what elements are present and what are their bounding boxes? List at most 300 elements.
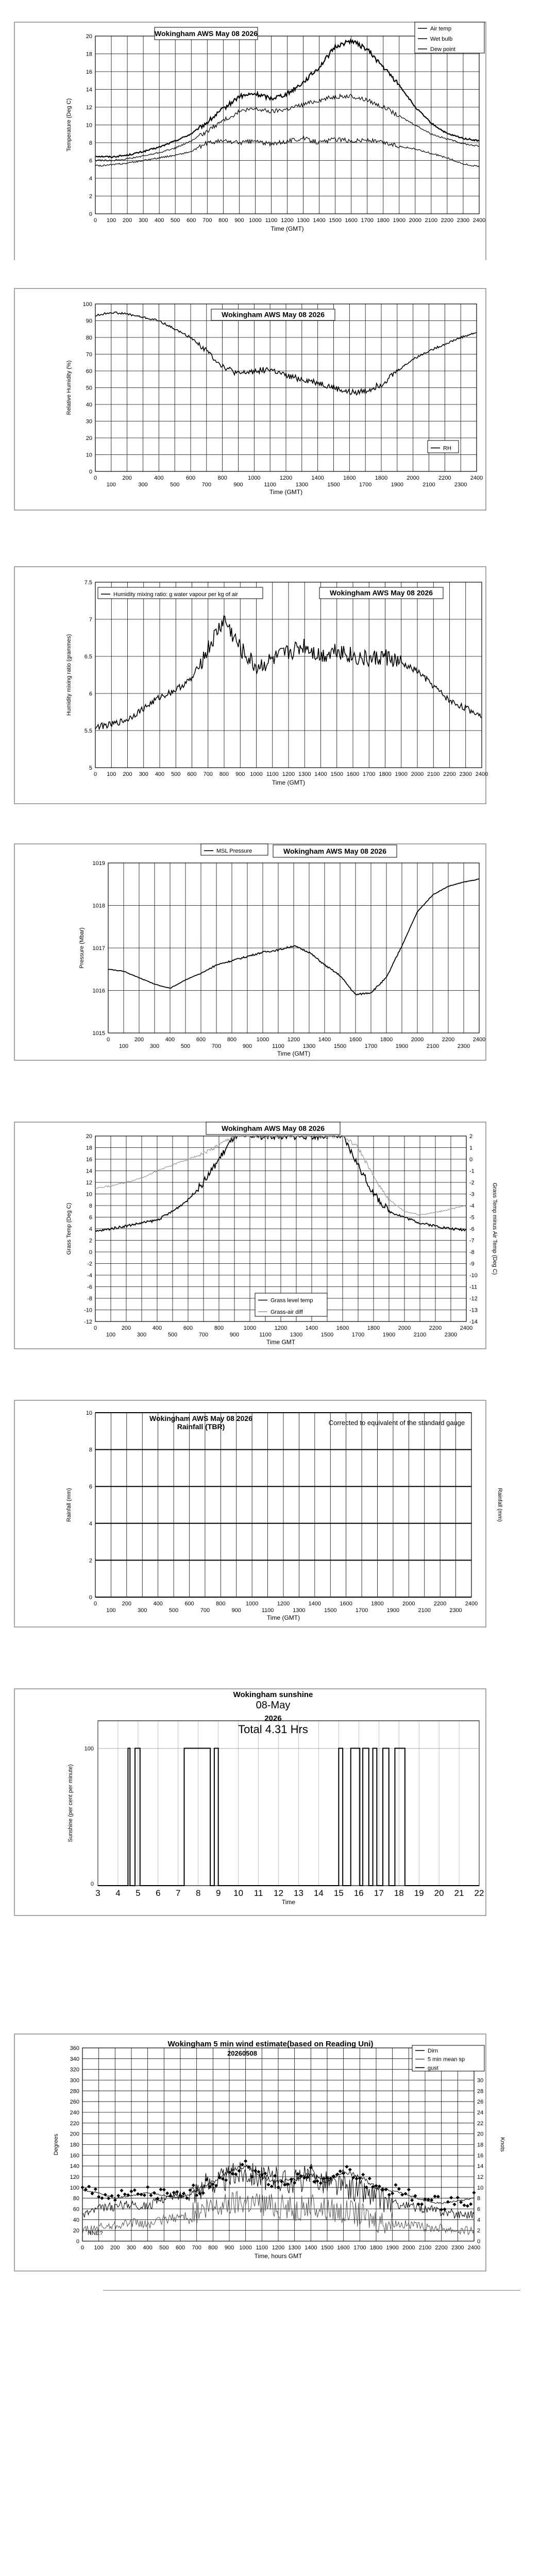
x-tick-label: 500 xyxy=(167,1332,178,1338)
chart-title: Wokingham AWS May 08 2026 xyxy=(222,310,325,319)
x-tick-label: 1900 xyxy=(395,1043,409,1049)
y-tick-label: 50 xyxy=(86,385,92,392)
y2-axis-label: Grass Temp minus Air Temp (Deg C) xyxy=(492,1182,498,1275)
x-tick-label: 2400 xyxy=(467,2245,481,2251)
sunshine-total: Total 4.31 Hrs xyxy=(238,1723,308,1736)
x-tick-label: 1400 xyxy=(313,217,326,224)
y-tick-label: 0 xyxy=(89,1595,92,1601)
x-tick-label: 9 xyxy=(215,1888,221,1898)
x-tick-label: 7 xyxy=(176,1888,181,1898)
x-tick-label: 2200 xyxy=(433,1601,447,1607)
y2-tick-label: -11 xyxy=(469,1284,478,1291)
y-tick-label: 18 xyxy=(86,1145,92,1151)
y2-tick-label: 10 xyxy=(477,2184,484,2191)
x-tick-label: 500 xyxy=(170,482,180,488)
x-tick-label: 5 xyxy=(136,1888,141,1898)
x-tick-label: 1600 xyxy=(346,771,360,777)
pressure-chart xyxy=(0,835,541,1066)
x-tick-label: 500 xyxy=(171,217,180,224)
y2-axis-label: Rainfall (mm) xyxy=(497,1488,503,1522)
x-tick-label: 1800 xyxy=(367,1325,380,1331)
humidity-chart-panel xyxy=(0,281,541,513)
y-tick-label: 10 xyxy=(86,1191,92,1198)
x-tick-label: 400 xyxy=(155,771,165,777)
x-tick-label: 13 xyxy=(294,1888,303,1898)
y2-tick-label: -9 xyxy=(469,1261,475,1267)
y-tick-label: 7 xyxy=(89,617,92,623)
x-tick-label: 1200 xyxy=(281,217,294,224)
x-tick-label: 1100 xyxy=(272,1043,284,1049)
x-tick-label: 8 xyxy=(196,1888,201,1898)
x-tick-label: 300 xyxy=(137,1332,147,1338)
x-tick-label: 1500 xyxy=(329,217,342,224)
x-tick-label: 500 xyxy=(168,1607,179,1614)
x-tick-label: 900 xyxy=(242,1043,252,1049)
chart-subtitle: Rainfall (TBR) xyxy=(177,1422,225,1431)
y2-tick-label: 22 xyxy=(477,2120,484,2127)
y-tick-label: 320 xyxy=(70,2066,79,2073)
x-tick-label: 1200 xyxy=(282,771,295,777)
x-tick-label: 900 xyxy=(231,1607,241,1614)
x-tick-label: 1800 xyxy=(380,1037,393,1043)
x-tick-label: 400 xyxy=(152,1325,162,1331)
legend-label: Air temp xyxy=(430,26,451,32)
x-tick-label: 900 xyxy=(233,482,243,488)
y-tick-label: 1015 xyxy=(92,1030,105,1037)
x-axis-label: Time (GMT) xyxy=(270,225,304,232)
y2-tick-label: 26 xyxy=(477,2099,484,2106)
x-tick-label: 1200 xyxy=(274,1325,288,1331)
rainfall-chart-panel xyxy=(0,1391,541,1638)
x-tick-label: 700 xyxy=(198,1332,209,1338)
x-tick-label: 1800 xyxy=(379,771,392,777)
x-tick-label: 400 xyxy=(153,1601,163,1607)
x-tick-label: 2000 xyxy=(411,771,424,777)
x-tick-label: 1100 xyxy=(256,2245,268,2251)
temperature-chart xyxy=(0,8,541,260)
x-tick-label: 1700 xyxy=(359,482,372,488)
x-tick-label: 1800 xyxy=(369,2245,383,2251)
y2-tick-label: 0 xyxy=(477,2239,481,2245)
x-tick-label: 2200 xyxy=(435,2245,448,2251)
x-tick-label: 22 xyxy=(474,1888,484,1898)
chart-title: Wokingham AWS May 08 2026 xyxy=(222,1124,325,1132)
x-tick-label: 800 xyxy=(217,475,227,481)
y-tick-label: 360 xyxy=(70,2045,79,2052)
wind-chart-panel xyxy=(0,2025,541,2287)
y-tick-label: 1016 xyxy=(92,988,105,994)
y-tick-label: 70 xyxy=(86,351,92,358)
x-tick-label: 700 xyxy=(200,1607,210,1614)
x-tick-label: 1800 xyxy=(377,217,390,224)
y2-tick-label: 20 xyxy=(477,2131,484,2138)
x-tick-label: 1900 xyxy=(386,2245,399,2251)
x-tick-label: 10 xyxy=(233,1888,244,1898)
y-tick-label: -10 xyxy=(84,1307,92,1314)
x-tick-label: 1300 xyxy=(288,2245,301,2251)
x-tick-label: 1200 xyxy=(272,2245,285,2251)
x-tick-label: 800 xyxy=(214,1325,224,1331)
y-tick-label: 100 xyxy=(70,2184,79,2191)
legend-label: Dew point xyxy=(430,46,455,53)
x-tick-label: 1500 xyxy=(333,1043,347,1049)
y-tick-label: 4 xyxy=(89,1520,92,1527)
y-tick-label: 6.5 xyxy=(84,654,92,660)
x-axis-label: Time (GMT) xyxy=(277,1050,311,1057)
x-tick-label: 300 xyxy=(138,1607,147,1614)
y2-tick-label: -2 xyxy=(469,1180,475,1186)
y-tick-label: 0 xyxy=(89,1249,92,1256)
y2-axis-label: Knots xyxy=(499,2137,505,2152)
x-tick-label: 2200 xyxy=(441,217,454,224)
x-tick-label: 400 xyxy=(154,217,164,224)
y2-tick-label: -7 xyxy=(469,1238,475,1244)
y-tick-label: 8 xyxy=(89,1447,92,1453)
x-tick-label: 1700 xyxy=(363,771,376,777)
x-tick-label: 500 xyxy=(171,771,181,777)
y-tick-label: 2 xyxy=(89,193,92,200)
x-tick-label: 1100 xyxy=(261,1607,274,1614)
y-tick-label: 12 xyxy=(86,105,92,111)
x-tick-label: 100 xyxy=(106,1332,116,1338)
y-tick-label: 20 xyxy=(86,435,92,442)
x-tick-label: 1400 xyxy=(318,1037,331,1043)
x-tick-label: 300 xyxy=(149,1043,160,1049)
y2-tick-label: 1 xyxy=(469,1145,473,1151)
x-tick-label: 2200 xyxy=(443,771,456,777)
x-tick-label: 2400 xyxy=(465,1601,478,1607)
x-tick-label: 2100 xyxy=(418,1607,431,1614)
x-tick-label: 15 xyxy=(333,1888,344,1898)
x-axis-label: Time xyxy=(281,1899,296,1906)
y2-tick-label: -5 xyxy=(469,1214,475,1221)
y-tick-label: -12 xyxy=(84,1319,92,1325)
legend-label: MSL Pressure xyxy=(216,848,252,855)
y-tick-label: 6 xyxy=(89,1484,92,1490)
x-tick-label: 1200 xyxy=(287,1037,300,1043)
x-tick-label: 6 xyxy=(156,1888,161,1898)
y-tick-label: -4 xyxy=(87,1273,92,1279)
x-tick-label: 1300 xyxy=(295,482,309,488)
y-tick-label: 8 xyxy=(89,140,92,146)
x-tick-label: 2300 xyxy=(457,217,470,224)
x-tick-label: 16 xyxy=(353,1888,364,1898)
y2-tick-label: -12 xyxy=(469,1296,478,1302)
y2-tick-label: 16 xyxy=(477,2153,484,2159)
x-tick-label: 900 xyxy=(224,2245,234,2251)
sunshine-chart xyxy=(0,1680,541,1927)
y2-tick-label: -3 xyxy=(469,1191,475,1198)
x-tick-label: 2200 xyxy=(442,1037,455,1043)
x-tick-label: 300 xyxy=(126,2245,137,2251)
x-tick-label: 11 xyxy=(253,1888,263,1898)
y2-tick-label: -10 xyxy=(469,1273,478,1279)
y-tick-label: -8 xyxy=(87,1296,92,1302)
x-tick-label: 1600 xyxy=(340,1601,352,1607)
y-axis-label: Humidity mixing ratio (grammes) xyxy=(66,634,72,716)
x-tick-label: 2300 xyxy=(454,482,467,488)
x-tick-label: 2300 xyxy=(444,1332,458,1338)
legend-label: RH xyxy=(443,445,451,452)
chart-title: Wokingham sunshine xyxy=(233,1690,313,1699)
grass-temperature-chart xyxy=(0,1113,541,1360)
x-tick-label: 600 xyxy=(185,475,196,481)
y2-tick-label: 18 xyxy=(477,2142,484,2148)
x-tick-label: 700 xyxy=(192,2245,201,2251)
sunshine-chart-panel xyxy=(0,1680,541,1927)
x-tick-label: 1000 xyxy=(249,217,262,224)
x-tick-label: 400 xyxy=(143,2245,153,2251)
x-tick-label: 0 xyxy=(93,475,97,481)
x-tick-label: 1700 xyxy=(351,1332,365,1338)
x-tick-label: 14 xyxy=(313,1888,324,1898)
x-tick-label: 1000 xyxy=(248,475,261,481)
x-tick-label: 2100 xyxy=(425,217,438,224)
x-tick-label: 500 xyxy=(159,2245,169,2251)
chart-title: Wokingham AWS May 08 2026 xyxy=(330,588,433,597)
x-tick-label: 100 xyxy=(119,1043,129,1049)
x-tick-label: 600 xyxy=(183,1325,193,1331)
x-tick-label: 200 xyxy=(122,1601,132,1607)
y-tick-label: 10 xyxy=(86,122,92,129)
x-axis-label: Time (GMT) xyxy=(272,779,306,786)
x-tick-label: 1000 xyxy=(245,1601,259,1607)
y-tick-label: 20 xyxy=(73,2228,79,2234)
y2-tick-label: -1 xyxy=(469,1168,475,1175)
x-tick-label: 0 xyxy=(80,2245,84,2251)
x-tick-label: 2000 xyxy=(407,475,419,481)
y-tick-label: 90 xyxy=(86,318,92,325)
y-tick-label: 60 xyxy=(86,368,92,375)
x-tick-label: 2300 xyxy=(457,1043,470,1049)
y-tick-label: 80 xyxy=(73,2195,79,2202)
x-tick-label: 2400 xyxy=(472,1037,486,1043)
x-tick-label: 18 xyxy=(394,1888,404,1898)
x-tick-label: 100 xyxy=(94,2245,104,2251)
x-tick-label: 900 xyxy=(229,1332,240,1338)
x-tick-label: 400 xyxy=(165,1037,175,1043)
x-tick-label: 600 xyxy=(196,1037,206,1043)
x-tick-label: 1600 xyxy=(336,1325,349,1331)
x-tick-label: 1700 xyxy=(361,217,374,224)
x-tick-label: 200 xyxy=(121,1325,131,1331)
y-tick-label: 16 xyxy=(86,69,92,75)
y-tick-label: 14 xyxy=(86,87,92,93)
x-tick-label: 1200 xyxy=(279,475,293,481)
y2-tick-label: 6 xyxy=(477,2206,481,2213)
x-tick-label: 300 xyxy=(138,217,148,224)
x-tick-label: 700 xyxy=(211,1043,222,1049)
y-tick-label: 160 xyxy=(70,2153,79,2159)
y-tick-label: 0 xyxy=(89,211,92,217)
y-tick-label: 200 xyxy=(70,2131,79,2138)
y-tick-label: 20 xyxy=(86,1133,92,1140)
x-tick-label: 1700 xyxy=(364,1043,378,1049)
y2-tick-label: 12 xyxy=(477,2174,484,2180)
x-tick-label: 19 xyxy=(414,1888,424,1898)
chart-subtitle: 20260508 xyxy=(227,2049,257,2057)
x-tick-label: 400 xyxy=(154,475,164,481)
y-tick-label: 2 xyxy=(89,1238,92,1244)
x-tick-label: 1300 xyxy=(290,1332,303,1338)
y-tick-label: 80 xyxy=(86,335,92,341)
x-tick-label: 1200 xyxy=(277,1601,290,1607)
x-tick-label: 1500 xyxy=(327,482,340,488)
x-tick-label: 1500 xyxy=(324,1607,337,1614)
x-tick-label: 1400 xyxy=(311,475,324,481)
y-tick-label: -2 xyxy=(87,1261,92,1267)
y-axis-label: Pressure (Mbar) xyxy=(79,927,85,969)
legend-label: gust xyxy=(428,2065,438,2072)
x-tick-label: 1900 xyxy=(395,771,408,777)
x-tick-label: 0 xyxy=(106,1037,110,1043)
y-tick-label: 16 xyxy=(86,1157,92,1163)
chart-title: Wokingham 5 min wind estimate(based on Reading Uni) xyxy=(167,2040,374,2048)
x-tick-label: 2000 xyxy=(398,1325,411,1331)
x-tick-label: 1700 xyxy=(353,2245,366,2251)
y-axis-label: Rainfall (mm) xyxy=(66,1488,72,1522)
pressure-chart-panel xyxy=(0,835,541,1066)
y-tick-label: 220 xyxy=(70,2120,79,2127)
x-axis-label: Time, hours GMT xyxy=(254,2252,302,2260)
wind-chart xyxy=(0,2025,541,2287)
y2-tick-label: 14 xyxy=(477,2163,484,2170)
y2-tick-label: -6 xyxy=(469,1226,475,1232)
y2-tick-label: 30 xyxy=(477,2077,484,2084)
x-tick-label: 1500 xyxy=(320,1332,334,1338)
x-tick-label: 2300 xyxy=(449,1607,462,1614)
y-tick-label: 20 xyxy=(86,33,92,40)
x-tick-label: 1800 xyxy=(375,475,388,481)
y2-tick-label: 2 xyxy=(477,2228,481,2234)
y-tick-label: 300 xyxy=(70,2077,79,2084)
chart-title: Wokingham AWS May 08 2026 xyxy=(283,846,386,855)
x-tick-label: 2300 xyxy=(451,2245,464,2251)
x-tick-label: 1100 xyxy=(259,1332,272,1338)
x-tick-label: 1400 xyxy=(314,771,327,777)
annotation-text: Corrected to equivalent of the standard gauge xyxy=(328,1419,465,1427)
mixing-ratio-chart xyxy=(0,556,541,809)
x-tick-label: 1800 xyxy=(371,1601,384,1607)
plot-area xyxy=(98,1721,479,1886)
y-tick-label: 10 xyxy=(86,1410,92,1416)
x-tick-label: 500 xyxy=(180,1043,191,1049)
y-tick-label: 100 xyxy=(82,301,92,308)
x-tick-label: 1000 xyxy=(243,1325,257,1331)
y-tick-label: 6 xyxy=(89,158,92,164)
x-tick-label: 2400 xyxy=(475,771,488,777)
y-axis-label: Grass Temp (Deg C) xyxy=(66,1202,72,1255)
x-tick-label: 4 xyxy=(115,1888,121,1898)
x-tick-label: 2200 xyxy=(429,1325,442,1331)
x-tick-label: 100 xyxy=(106,482,116,488)
x-tick-label: 600 xyxy=(187,771,197,777)
x-tick-label: 1300 xyxy=(293,1607,306,1614)
x-tick-label: 1900 xyxy=(393,217,406,224)
y-tick-label: 100 xyxy=(84,1745,94,1752)
x-tick-label: 1700 xyxy=(355,1607,368,1614)
x-tick-label: 300 xyxy=(138,482,148,488)
x-tick-label: 1500 xyxy=(330,771,343,777)
chart-title: Wokingham AWS May 08 2026 xyxy=(149,1414,252,1422)
grass-temp-chart-panel xyxy=(0,1113,541,1360)
x-tick-label: 1600 xyxy=(343,475,356,481)
x-tick-label: 0 xyxy=(93,217,97,224)
x-tick-label: 2100 xyxy=(413,1332,427,1338)
x-tick-label: 1300 xyxy=(302,1043,316,1049)
x-tick-label: 1900 xyxy=(382,1332,396,1338)
legend-label: Grass-air diff xyxy=(270,1309,303,1315)
y-tick-label: 240 xyxy=(70,2110,79,2116)
x-tick-label: 200 xyxy=(122,217,132,224)
y-tick-label: 0 xyxy=(76,2239,79,2245)
x-tick-label: 1400 xyxy=(308,1601,322,1607)
y2-tick-label: -14 xyxy=(469,1319,478,1325)
x-tick-label: 2000 xyxy=(402,1601,415,1607)
x-tick-label: 2100 xyxy=(422,482,435,488)
y-tick-label: 180 xyxy=(70,2142,79,2148)
x-tick-label: 1300 xyxy=(298,771,311,777)
y-tick-label: 4 xyxy=(89,1226,92,1232)
y-tick-label: 12 xyxy=(86,1180,92,1186)
x-tick-label: 0 xyxy=(93,1325,97,1331)
x-tick-label: 600 xyxy=(175,2245,185,2251)
x-tick-label: 1600 xyxy=(349,1037,362,1043)
relative-humidity-chart xyxy=(0,281,541,513)
x-tick-label: 200 xyxy=(122,475,132,481)
x-tick-label: 100 xyxy=(106,217,116,224)
x-tick-label: 1100 xyxy=(266,771,279,777)
chart-subtitle: 08-May xyxy=(256,1700,291,1711)
x-tick-label: 12 xyxy=(274,1888,283,1898)
y2-tick-label: 24 xyxy=(477,2110,484,2116)
x-axis-label: Time GMT xyxy=(266,1338,296,1346)
y-axis-label: Temperature (Deg C) xyxy=(66,98,72,152)
x-axis-label: Time (GMT) xyxy=(269,488,303,496)
y-tick-label: 260 xyxy=(70,2099,79,2106)
y-tick-label: 4 xyxy=(89,176,92,182)
y2-tick-label: 2 xyxy=(469,1133,473,1140)
x-tick-label: 200 xyxy=(123,771,132,777)
x-tick-label: 1300 xyxy=(297,217,310,224)
y-axis-label: Relative Humidity (%) xyxy=(66,360,72,415)
x-tick-label: 800 xyxy=(227,1037,237,1043)
y2-tick-label: 4 xyxy=(477,2217,481,2224)
y-tick-label: 120 xyxy=(70,2174,79,2180)
x-tick-label: 800 xyxy=(208,2245,218,2251)
x-tick-label: 0 xyxy=(93,1601,97,1607)
legend-label: Wet bulb xyxy=(430,36,453,42)
x-tick-label: 2300 xyxy=(459,771,472,777)
y-tick-label: 40 xyxy=(73,2217,79,2224)
y-tick-label: 10 xyxy=(86,452,92,459)
y-tick-label: 7.5 xyxy=(84,580,92,586)
legend-label: Dirn xyxy=(428,2048,438,2054)
y2-tick-label: -13 xyxy=(469,1307,478,1314)
y2-tick-label: -4 xyxy=(469,1203,475,1209)
x-tick-label: 2100 xyxy=(427,771,440,777)
bottom-divider xyxy=(103,2290,520,2291)
y-tick-label: 0 xyxy=(89,469,92,475)
x-tick-label: 1000 xyxy=(250,771,263,777)
y-tick-label: 2 xyxy=(89,1557,92,1564)
y-tick-label: 1018 xyxy=(92,903,105,909)
y2-tick-label: -8 xyxy=(469,1249,475,1256)
x-tick-label: 1000 xyxy=(256,1037,269,1043)
y-tick-label: 1019 xyxy=(92,860,105,867)
rainfall-chart xyxy=(0,1391,541,1638)
legend-label: Humidity mixing ratio: g water vapour per kg of air xyxy=(113,591,239,598)
